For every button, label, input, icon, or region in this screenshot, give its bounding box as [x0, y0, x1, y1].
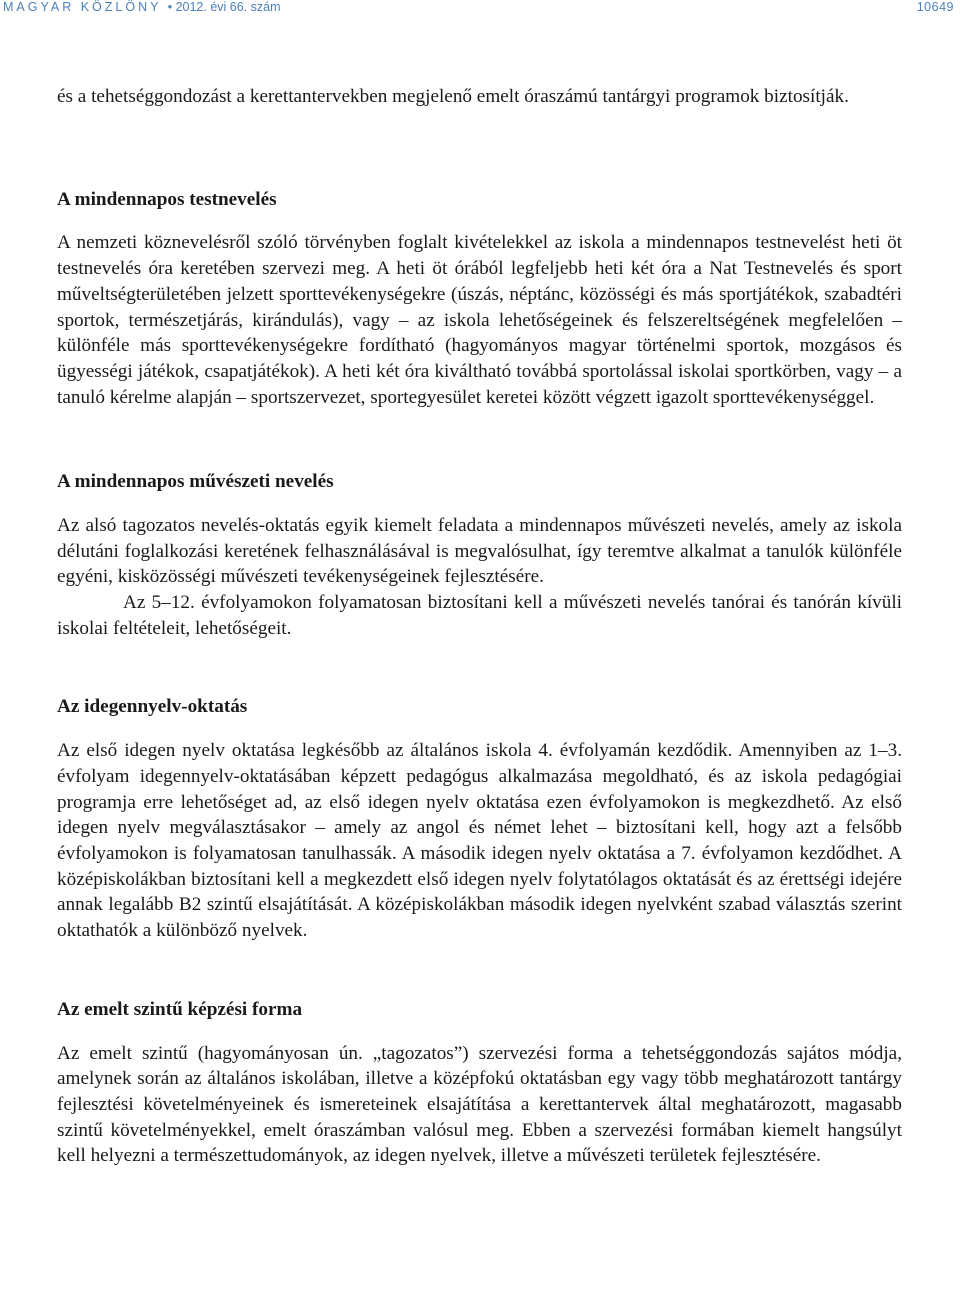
section-heading-muveszeti-neveles: A mindennapos művészeti nevelés — [57, 471, 334, 493]
section-paragraph: A nemzeti köznevelésről szóló törvényben foglalt kivételekkel az iskola a mindennapos testnevelést heti öt testnevelés óra keretében szervezi meg. A heti öt órából legfeljebb heti két óra a Nat Testnevelés és sport műveltségterületében jelzett sporttevékenységekre (úszás, néptánc, közösségi és más sportjátékok, szabadtéri sportok, természetjárás, kirándulás), vagy – az iskola lehetőségeinek és felszereltségének megfelelően – különféle más sporttevékenységekre fordítható (hagyományos magyar történelmi sportok, mozgásos és ügyességi játékok, csapatjátékok). A heti két óra kiváltható továbbá sportolással iskolai sportkörben, vagy – a tanuló kérelme alapján – sportszervezet, sportegyesület keretei között végzett igazolt sporttevékenységgel. — [57, 232, 902, 408]
running-header — [0, 0, 960, 20]
section-paragraph: Az 5–12. évfolyamokon folyamatosan biztosítani kell a művészeti nevelés tanórai és tanórán kívüli iskolai feltételeit, lehetőségeit. — [57, 592, 902, 639]
journal-title: MAGYAR KÖZLÖNY • 2012. évi 66. szám — [3, 0, 281, 14]
page-body — [57, 84, 902, 1169]
intro-paragraph: és a tehetséggondozást a kerettantervekben megjelenő emelt óraszámú tantárgyi programok biztosítják. — [57, 86, 849, 107]
section-heading-idegennyelv-oktatas: Az idegennyelv-oktatás — [57, 695, 248, 717]
section-heading-testneveles: A mindennapos testnevelés — [57, 188, 277, 210]
section-paragraph: Az alsó tagozatos nevelés-oktatás egyik kiemelt feladata a mindennapos művészeti nevelés, amely az iskola délutáni foglalkozási keretének felhasználásával is megvalósulhat, így teremtve alkalmat a tanulók különféle egyéni, kisközösségi művészeti tevékenységeinek fejlesztésére. — [57, 515, 902, 588]
section-paragraph: Az emelt szintű (hagyományosan ún. „tagozatos”) szervezési forma a tehetséggondozás sajátos módja, amelynek során az általános iskolában, illetve a középfokú oktatásban egy vagy több meghatározott tantárgy fejlesztési követelményeinek és ismereteinek elsajátítása a kerettantervek által meghatározott, magasabb szintű követelményekkel, emelt óraszámban valósul meg. Ebben a szervezési formában kiemelt hangsúlyt kell helyezni a természettudományok, az idegen nyelvek, illetve a művészeti területek fejlesztésére. — [57, 1042, 902, 1167]
section-heading-emelt-szintu-kepzes: Az emelt szintű képzési forma — [57, 998, 303, 1020]
section-paragraph: Az első idegen nyelv oktatása legkésőbb az általános iskola 4. évfolyamán kezdődik. Amennyiben az 1–3. évfolyam idegennyelv-oktatásában képzett pedagógus alkalmazása megoldható, és az iskola pedagógiai programja erre lehetőséget ad, az első idegen nyelv oktatása ezen évfolyamokon is megkezdhető. Az első idegen nyelv megválasztásakor – amely az angol és német lehet – biztosítani kell, hogy azt a felsőbb évfolyamokon is folyamatosan tanulhassák. A második idegen nyelv oktatása a 7. évfolyamon kezdődhet. A középiskolákban biztosítani kell a megkezdett első idegen nyelv folytatólagos oktatását és az érettségi idejére annak legalább B2 szintű elsajátítását. A középiskolákban második idegen nyelvként szabad választás szerint oktathatók a különböző nyelvek. — [57, 740, 902, 942]
issue-info: • 2012. évi 66. szám — [167, 0, 281, 14]
page-number: 10649 — [916, 0, 954, 14]
